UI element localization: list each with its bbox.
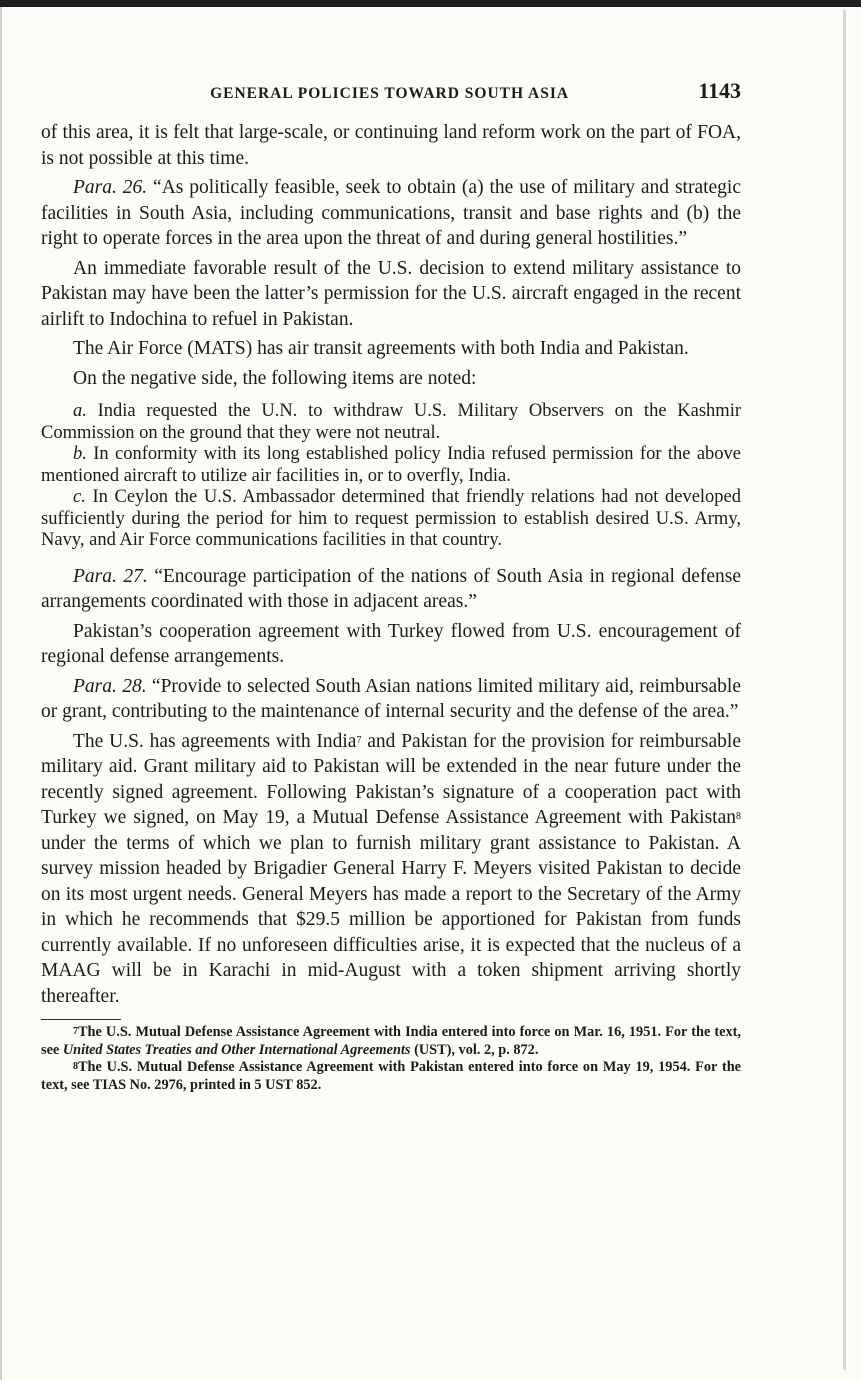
paragraph-continued: of this area, it is felt that large-scale, or continuing land reform work on the part of FOA, is not possible at this time. — [41, 122, 741, 169]
scan-left-edge — [0, 7, 2, 1380]
footnote-ref-8[interactable]: 8 — [736, 811, 741, 822]
running-head: GENERAL POLICIES TOWARD SOUTH ASIA — [210, 85, 570, 102]
page-number: 1143 — [698, 78, 741, 103]
paragraph-para-26: Para. 26. “As politically feasible, seek to obtain (a) the use of military and strategic facilities in South Asia, including communications, transit and base rights and (b) the right to operate forces in the area upon the threat of and during general hostilities.” — [41, 177, 741, 249]
list-item-c: c. In Ceylon the U.S. Ambassador determined that friendly relations had not developed sufficiently during the period for him to request permission to establish desired U.S. Army, Navy, and Air Force communications facilities in that country. — [41, 487, 741, 550]
footnote-divider — [41, 1019, 121, 1020]
document-body — [41, 120, 741, 1009]
paragraph-para-27: Para. 27. “Encourage participation of the nations of South Asia in regional defense arrangements coordinated with those in adjacent areas.” — [41, 565, 742, 612]
para-27-ref: Para. 27. — [73, 565, 148, 587]
section-gap — [41, 552, 741, 564]
list-item-b: b. In conformity with its long established policy India refused permission for the above mentioned aircraft to utilize air facilities in, or to overfly, India. — [41, 444, 741, 486]
scan-right-edge — [843, 10, 846, 1370]
negative-items-list — [41, 401, 741, 552]
footnotes — [41, 1024, 741, 1094]
paragraph-negative-side: On the negative side, the following items are noted: — [73, 367, 477, 389]
paragraph-military-aid: The U.S. has agreements with India$^7$ and Pakistan for the provision for reimbursable military aid. Grant military aid to Pakistan will be extended in the near future under the recently signed agreement. Following Pakistan’s signature of a cooperation pact with Turkey we signed, on May 19, a Mutual Defense Assistance Agreement with Pakistan$^8$ under the terms of which we plan to furnish military grant assistance to Pakistan. A survey mission headed by Brigadier General Harry F. Meyers visited Pakistan to decide on its most urgent needs. General Meyers has made a report to the Secretary of the Army in which he recommends that $29.5 million be apportioned for Pakistan from funds currently available. If no unforeseen difficulties arise, it is expected that the nucleus of a MAAG will be in Karachi in mid-August with a token shipment arriving shortly thereafter. — [41, 730, 741, 1007]
footnote-ref-7[interactable]: 7 — [356, 734, 362, 746]
document-page — [41, 78, 741, 1094]
paragraph-turkey-agreement: Pakistan’s cooperation agreement with Turkey flowed from U.S. encouragement of regional defense arrangements. — [41, 620, 741, 667]
page-header — [41, 78, 741, 120]
treaty-series-title: United States Treaties and Other International Agreements — [62, 1041, 411, 1058]
list-item-a: a. India requested the U.N. to withdraw U.S. Military Observers on the Kashmir Commission on the ground that they were not neutral. — [41, 401, 741, 443]
paragraph-air-transit: The Air Force (MATS) has air transit agreements with both India and Pakistan. — [73, 338, 689, 359]
para-28-ref: Para. 28. — [73, 675, 147, 697]
footnote-8: $^8$The U.S. Mutual Defense Assistance Agreement with Pakistan entered into force on May 19, 1954. For the text, see TIAS No. 2976, printed in 5 UST 852. — [41, 1059, 741, 1093]
scan-top-border — [0, 0, 861, 7]
paragraph-para-28: Para. 28. “Provide to selected South Asian nations limited military aid, reimbursable or grant, contributing to the maintenance of internal security and the defense of the area.” — [41, 675, 741, 722]
footnote-7: $^7$The U.S. Mutual Defense Assistance Agreement with India entered into force on Mar. 16, 1951. For the text, see United States Treaties and Other International Agreements (UST), vol. 2, p. 872. — [41, 1024, 741, 1058]
para-26-ref: Para. 26. — [73, 177, 148, 198]
paragraph-favorable-result: An immediate favorable result of the U.S. decision to extend military assistance to Pakistan may have been the latter’s permission for the U.S. aircraft engaged in the recent airlift to Indochina to refuel in Pakistan. — [41, 257, 741, 330]
